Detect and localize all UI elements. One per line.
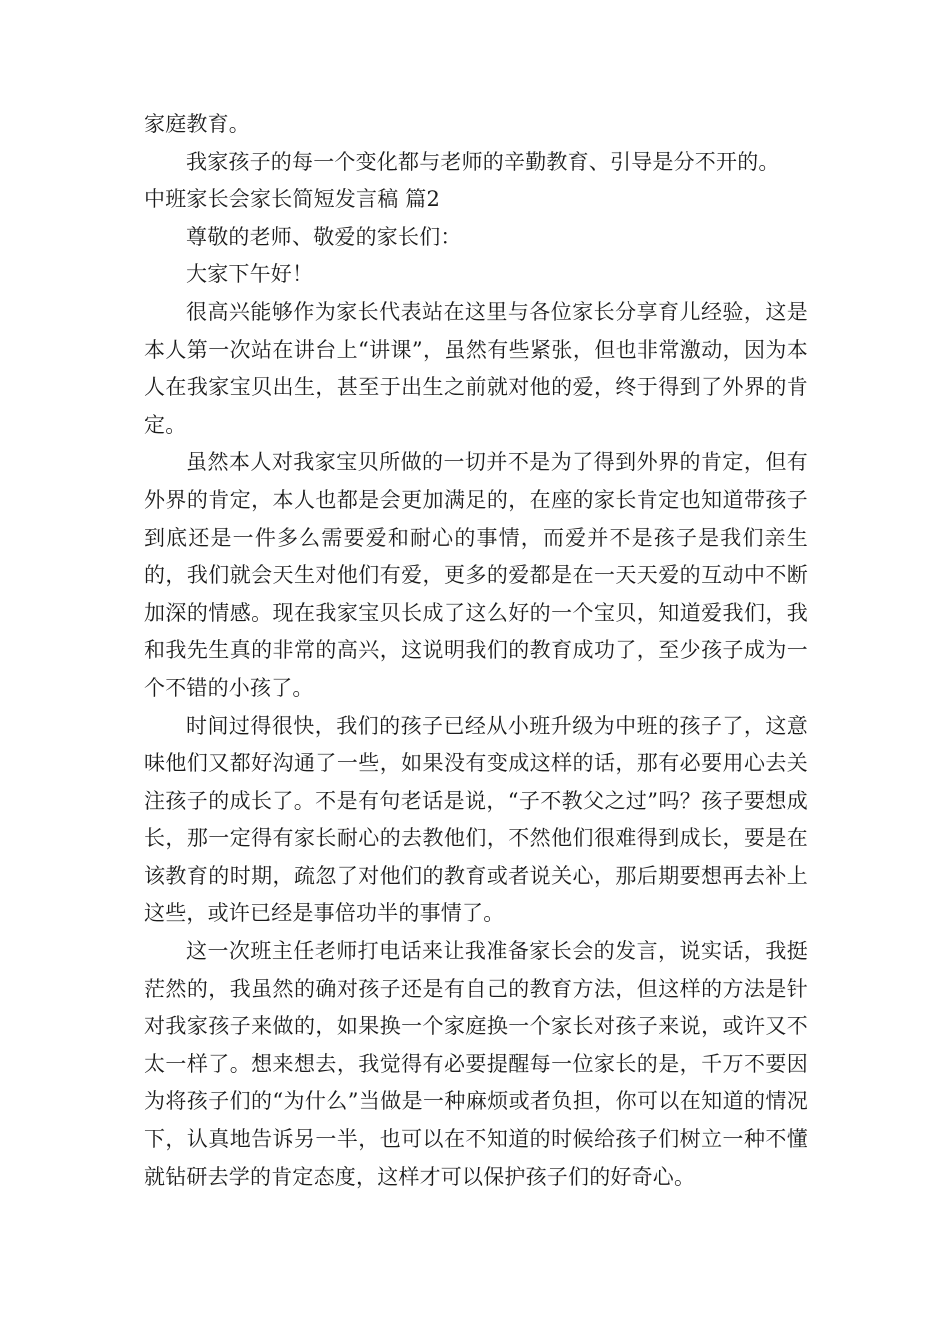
- greeting: 大家下午好！: [186, 262, 314, 287]
- paragraph: 时间过得很快，我们的孩子已经从小班升级为中班的孩子了，这意味他们又都好沟通了一些，如果没有变成这样的话，那有必要用心去关注孩子的成长了。不是有句老话是说，“子不教父之过”吗？孩子要想成长，那一定得有家长耐心的去教他们，不然他们很难得到成长，要是在该教育的时期，疏忽了对他们的教育或者说关心，那后期要想再去补上这些，或许已经是事倍功半的事情了。: [144, 713, 808, 926]
- section-heading: 中班家长会家长简短发言稿 篇2: [144, 187, 441, 212]
- paragraph-continuation: 家庭教育。: [144, 112, 250, 136]
- salutation: 尊敬的老师、敬爱的家长们：: [186, 224, 462, 249]
- paragraph: 这一次班主任老师打电话来让我准备家长会的发言，说实话，我挺茫然的，我虽然的确对孩子还是有自己的教育方法，但这样的方法是针对我家孩子来做的，如果换一个家庭换一个家长对孩子来说，或许又不太一样了。想来想去，我觉得有必要提醒每一位家长的是，千万不要因为将孩子们的“为什么”当做是一种麻烦或者负担，你可以在知道的情况下，认真地告诉另一半，也可以在不知道的时候给孩子们树立一种不懂就钻研去学的肯定态度，这样才可以保护孩子们的好奇心。: [144, 939, 808, 1189]
- paragraph: 虽然本人对我家宝贝所做的一切并不是为了得到外界的肯定，但有外界的肯定，本人也都是会更加满足的，在座的家长肯定也知道带孩子到底还是一件多么需要爱和耐心的事情，而爱并不是孩子是我们亲生的，我们就会天生对他们有爱，更多的爱都是在一天天爱的互动中不断加深的情感。现在我家宝贝长成了这么好的一个宝贝，知道爱我们，我和我先生真的非常的高兴，这说明我们的教育成功了，至少孩子成为一个不错的小孩了。: [144, 450, 808, 700]
- paragraph: 我家孩子的每一个变化都与老师的辛勤教育、引导是分不开的。: [186, 149, 780, 174]
- paragraph: 很高兴能够作为家长代表站在这里与各位家长分享育儿经验，这是本人第一次站在讲台上“讲课”，虽然有些紧张，但也非常激动，因为本人在我家宝贝出生，甚至于出生之前就对他的爱，终于得到了外界的肯定。: [144, 299, 808, 437]
- document-body: [144, 106, 808, 1196]
